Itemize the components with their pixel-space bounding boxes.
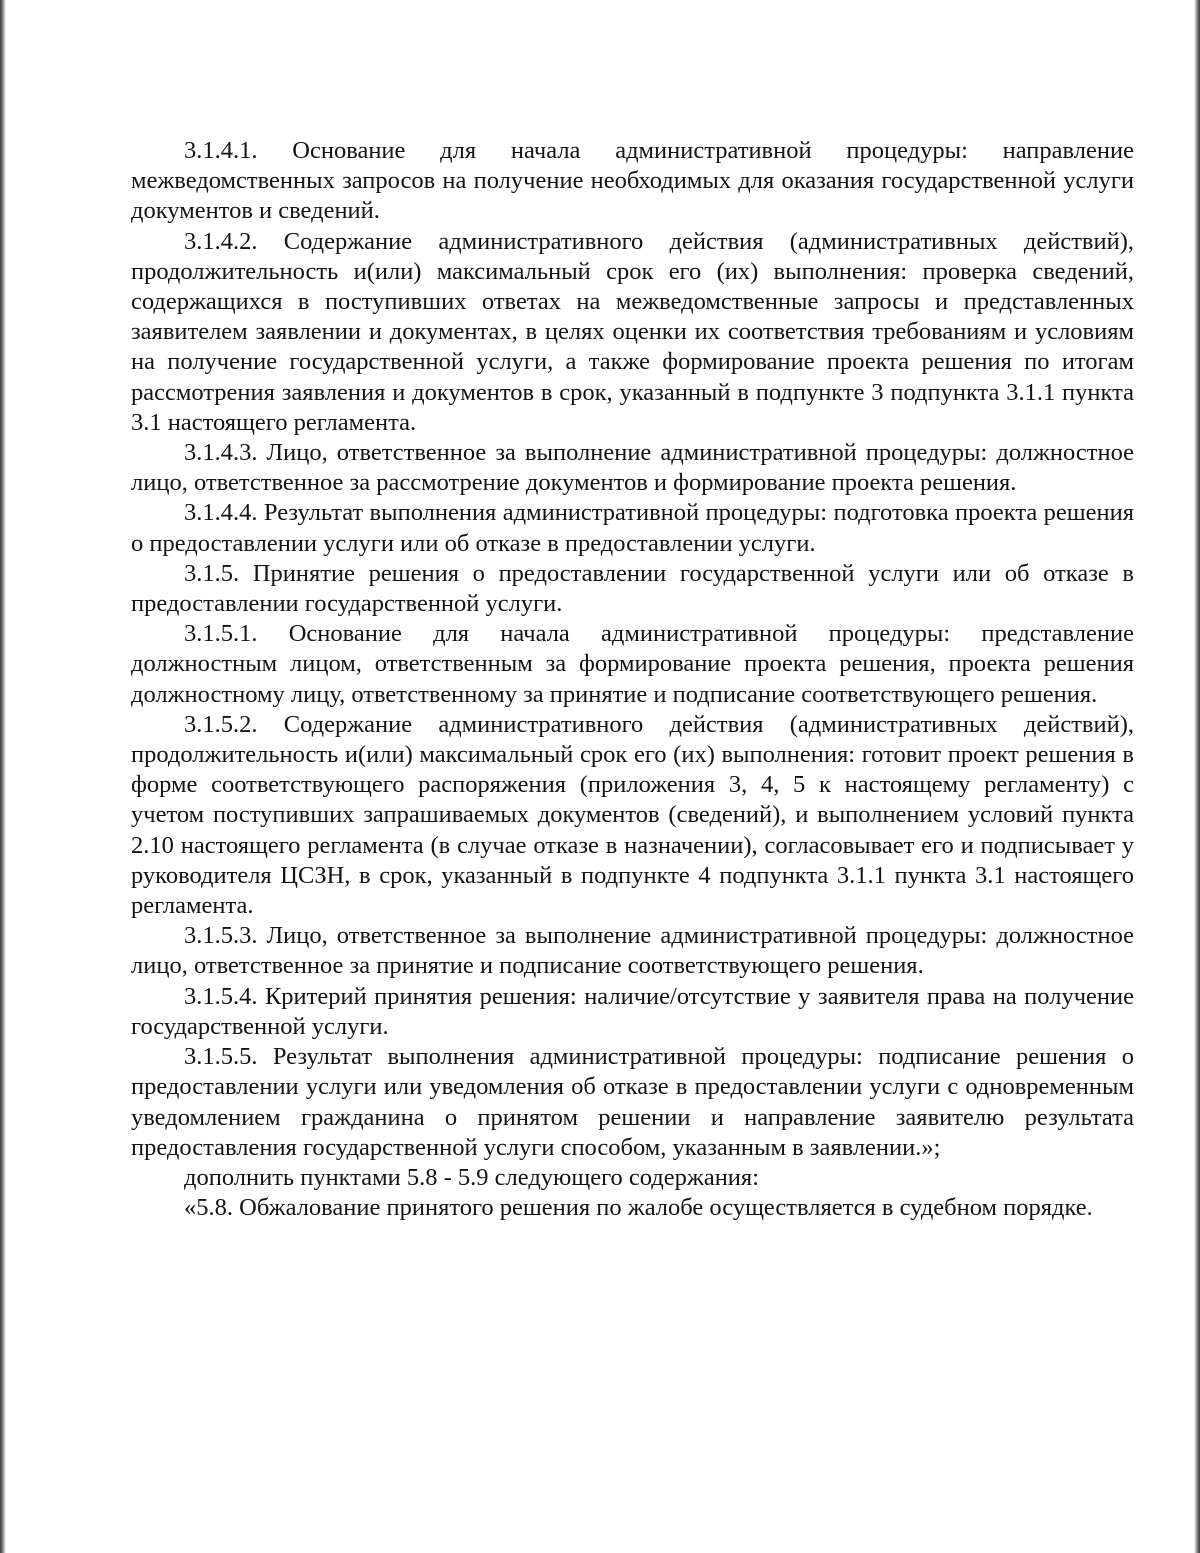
paragraph-3-1-5-2: 3.1.5.2. Содержание административного действия (административных действий), продолжительность и(или) максимальный срок его (их) выполнения: готовит проект решения в форме соответствующего распоряжения (приложения 3, 4, 5 к настоящему регламенту) с учетом поступивших запрашиваемых документов (сведений), и выполнением условий пункта 2.10 настоящего регламента (в случае отказе в назначении), согласовывает его и подписывает у руководителя ЦСЗН, в срок, указанный в подпункте 4 подпункта 3.1.1 пункта 3.1 настоящего регламента. — [131, 710, 1134, 920]
paragraph-amendment-intro: дополнить пунктами 5.8 - 5.9 следующего содержания: — [184, 1163, 759, 1191]
paragraph-3-1-4-4: 3.1.4.4. Результат выполнения административной процедуры: подготовка проекта решения о предоставлении услуги или об отказе в предоставлении услуги. — [131, 499, 1134, 557]
paragraph-3-1-5-1: 3.1.5.1. Основание для начала административной процедуры: представление должностным лицом, ответственным за формирование проекта решения, проекта решения должностному лицу, ответственному за принятие и подписание соответствующего решения. — [131, 620, 1134, 708]
paragraph-3-1-5-5: 3.1.5.5. Результат выполнения административной процедуры: подписание решения о предоставлении услуги или уведомления об отказе в предоставлении услуги с одновременным уведомлением гражданина о принятом решении и направление заявителю результата предоставления государственной услуги способом, указанным в заявлении.»; — [131, 1043, 1134, 1161]
paragraph-3-1-5: 3.1.5. Принятие решения о предоставлении государственной услуги или об отказе в предоставлении государственной услуги. — [131, 559, 1134, 618]
paragraph-3-1-4-3: 3.1.4.3. Лицо, ответственное за выполнение административной процедуры: должностное лицо, ответственное за рассмотрение документов и формирование проекта решения. — [131, 439, 1134, 497]
paragraph-5-8: «5.8. Обжалование принятого решения по жалобе осуществляется в судебном порядке. — [184, 1194, 1093, 1222]
document-body — [131, 136, 1134, 1223]
paragraph-3-1-5-4: 3.1.5.4. Критерий принятия решения: наличие/отсутствие у заявителя права на получение государственной услуги. — [131, 982, 1134, 1040]
scan-edge-right — [1194, 0, 1200, 1553]
paragraph-3-1-4-1: 3.1.4.1. Основание для начала административной процедуры: направление межведомственных запросов на получение необходимых для оказания государственной услуги документов и сведений. — [131, 137, 1134, 225]
paragraph-3-1-5-3: 3.1.5.3. Лицо, ответственное за выполнение административной процедуры: должностное лицо, ответственное за принятие и подписание соответствующего решения. — [131, 922, 1134, 980]
scan-edge-left — [0, 0, 6, 1553]
paragraph-3-1-4-2: 3.1.4.2. Содержание административного действия (административных действий), продолжительность и(или) максимальный срок его (их) выполнения: проверка сведений, содержащихся в поступивших ответах на межведомственные запросы и представленных заявителем заявлении и документах, в целях оценки их соответствия требованиям и условиям на получение государственной услуги, а также формирование проекта решения по итогам рассмотрения заявления и документов в срок, указанный в подпункте 3 подпункта 3.1.1 пункта 3.1 настоящего регламента. — [131, 227, 1134, 436]
